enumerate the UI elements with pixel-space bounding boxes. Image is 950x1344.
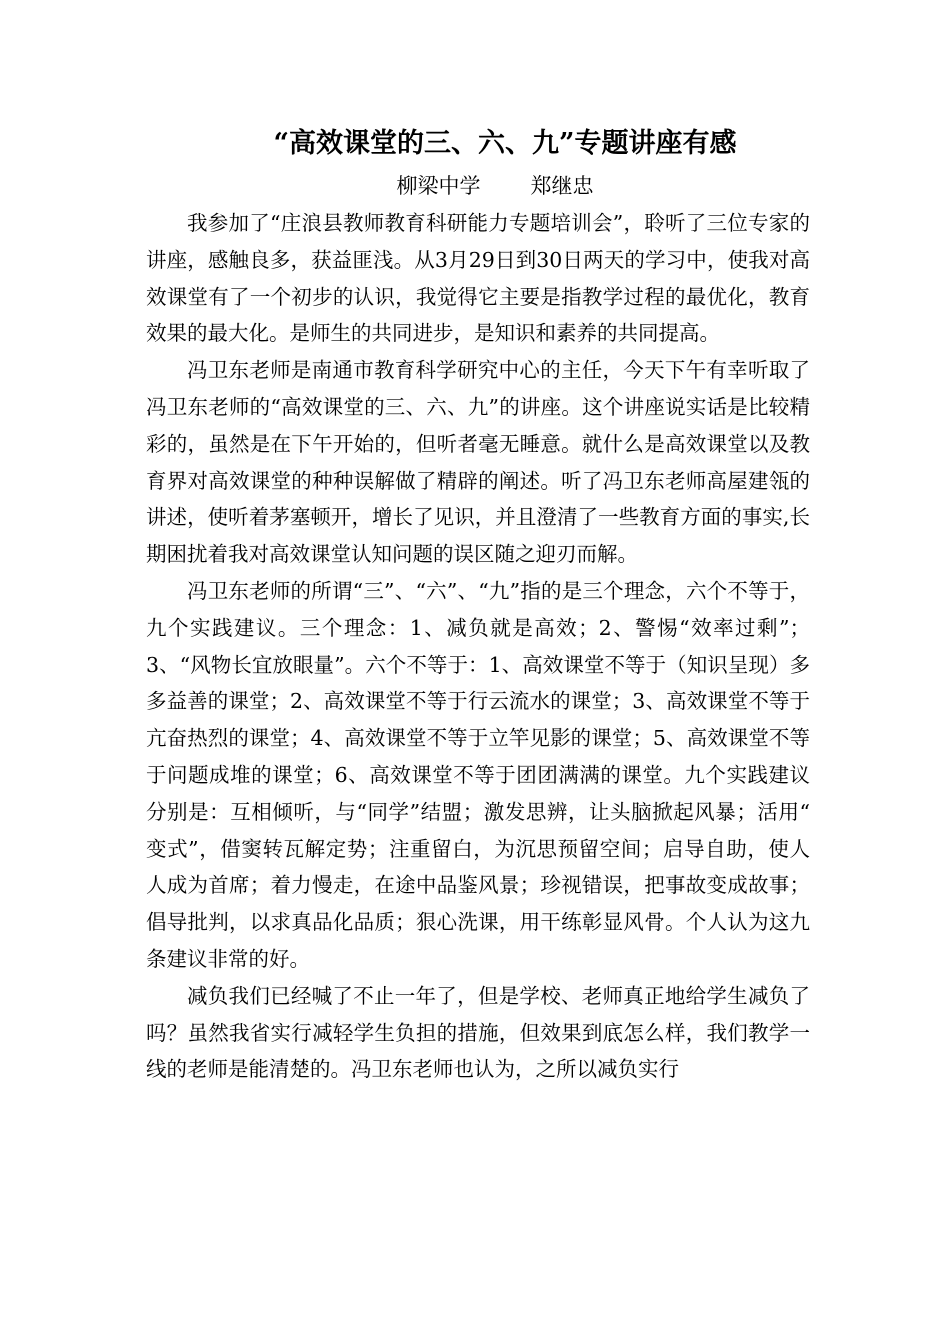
paragraph-3: 冯卫东老师的所谓“三”、“六”、“九”指的是三个理念，六个不等于，九个实践建议。三个理念：1、减负就是高效；2、警惕“效率过剩”；3、“风物长宜放眼量”。六个不等于：1、高效课堂不等于（知识呈现）多多益善的课堂；2、高效课堂不等于行云流水的课堂；3、高效课堂不等于亢奋热烈的课堂；4、高效课堂不等于立竿见影的课堂；5、高效课堂不等于问题成堆的课堂；6、高效课堂不等于团团满满的课堂。九个实践建议分别是：互相倾听，与“同学”结盟；激发思辨，让头脑掀起风暴；活用“ 变式”，借窦转瓦解定势；注重留白，为沉思预留空间；启导自助，使人人成为首席；着力慢走，在途中品鉴风景；珍视错误，把事故变成故事；倡导批判，以求真品化品质；狠心洗课，用干练彰显风骨。个人认为这九条建议非常的好。: [146, 578, 831, 971]
byline: [0, 170, 950, 202]
document-title: “高效课堂的三、六、九”专题讲座有感: [273, 128, 737, 159]
paragraph-4: 减负我们已经喊了不止一年了，但是学校、老师真正地给学生减负了吗？虽然我省实行减轻学生负担的措施，但效果到底怎么样，我们教学一线的老师是能清楚的。冯卫东老师也认为，之所以减负实行: [146, 983, 810, 1082]
school-name: 柳梁中学: [396, 174, 481, 198]
body-text: [146, 205, 831, 1088]
paragraph-1: 我参加了“庄浪县教师教育科研能力专题培训会”，聆听了三位专家的讲座，感触良多，获益匪浅。从3月29日到30日两天的学习中，使我对高效课堂有了一个初步的认识，我觉得它主要是指教学过程的最优化，教育效果的最大化。是师生的共同进步，是知识和素养的共同提高。: [146, 211, 810, 346]
paragraph-2: 冯卫东老师是南通市教育科学研究中心的主任，今天下午有幸听取了冯卫东老师的“高效课堂的三、六、九”的讲座。这个讲座说实话是比较精彩的，虽然是在下午开始的，但听者毫无睡意。就什么是高效课堂以及教育界对高效课堂的种种误解做了精辟的阐述。听了冯卫东老师高屋建瓴的讲述，使听着茅塞顿开，增长了见识，并且澄清了一些教育方面的事实,长期困扰着我对高效课堂认知问题的误区随之迎刃而解。: [146, 358, 810, 567]
author-name: 郑继忠: [530, 174, 594, 198]
